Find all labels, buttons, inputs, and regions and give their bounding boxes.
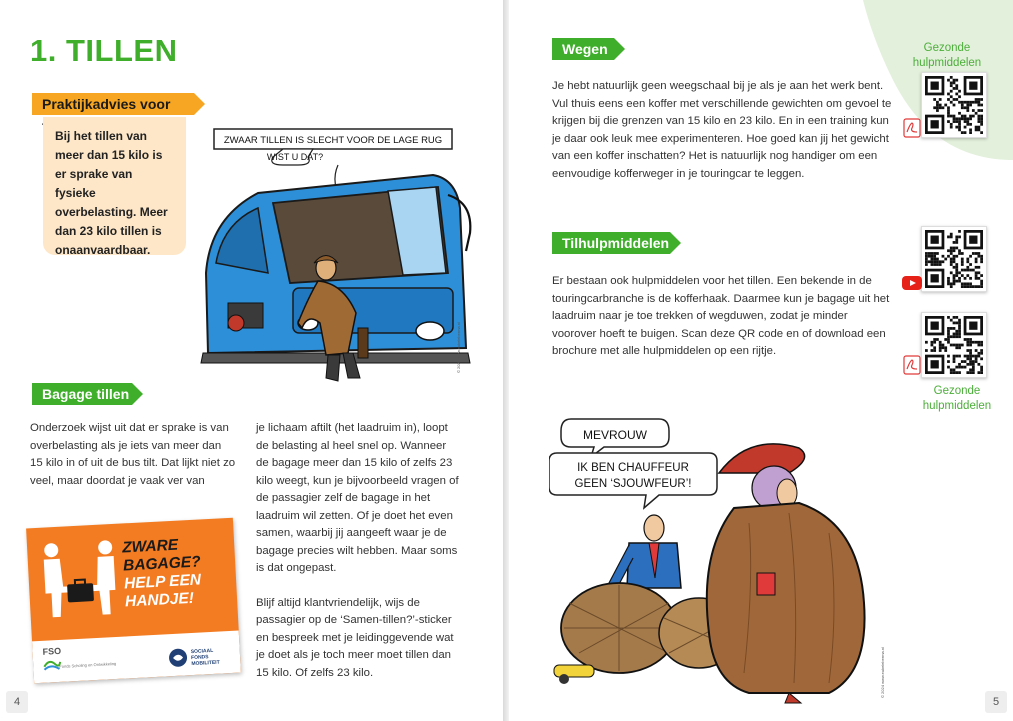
- sticker-fso-sub: Fonds Scholing en Ontwikkeling: [59, 660, 117, 669]
- baggage-paragraph-1: Onderzoek wijst uit dat er sprake is van overbelasting als je iets van meer dan 15 kilo in of uit de bus tilt. Dat lijkt niet zo veel, maar doordat je vaak ver van: [30, 422, 236, 487]
- side-label-bottom: Gezonde hulpmiddelen: [922, 385, 992, 412]
- baggage-paragraph-3: Blijf altijd klantvriendelijk, wijs de passagier op de ‘Samen-tillen?’-sticker en bespreek met je leidinggevende wat je doet als je toch meer moet tillen dan 15 kilo. Of zelfs 23 kilo.: [256, 596, 454, 679]
- baggage-tag: Bagage tillen: [32, 383, 132, 405]
- page-number-left: 4: [6, 691, 28, 713]
- cartoon-caption-1: ZWAAR TILLEN IS SLECHT VOOR DE LAGE RUG: [223, 135, 443, 146]
- baggage-paragraph-2: je lichaam aftilt (het laadruim in), loopt de belasting al heel snel op. Wanneer de bagage meer dan 15 kilo of zelfs 23 kilo weegt, kun je bijvoorbeeld vragen of de passagier zelf de bagage in het laadruim wil zetten. Of je doet het even samen, waarbij jij aangeeft waar je de bagage precies wilt hebben. Maar soms is dat ongepast.: [256, 422, 459, 574]
- two-people-carrying-icon: [37, 538, 123, 620]
- baggage-column-1: [30, 420, 236, 490]
- advice-box: [43, 117, 186, 255]
- bubble-2-text-2: GEEN ‘SJOUWFEUR’!: [574, 478, 692, 490]
- help-sticker: [26, 518, 241, 684]
- bubble-2-text-1: IK BEN CHAUFFEUR: [577, 462, 689, 474]
- qr-code-2[interactable]: [921, 226, 987, 292]
- cartoon-caption-2: WIST U DAT?: [266, 152, 324, 162]
- sticker-sfm: SOCIAAL FONDS MOBILITEIT: [190, 647, 220, 668]
- pdf-icon[interactable]: [902, 118, 922, 138]
- cartoon-copyright-2: © 2024 www.eukeleberma.nl: [880, 647, 885, 698]
- page-number-right: 5: [985, 691, 1007, 713]
- right-page: [509, 0, 1013, 721]
- aids-tag: Tilhulpmiddelen: [552, 232, 670, 254]
- bubble-1-text: MEVROUW: [583, 428, 647, 442]
- sticker-headline: ZWARE BAGAGE? HELP EEN HANDJE!: [121, 536, 202, 611]
- sticker-fso: FSO: [42, 645, 62, 657]
- weighing-tag: Wegen: [552, 38, 614, 60]
- left-page: [0, 0, 503, 721]
- qr-code-3[interactable]: [921, 312, 987, 378]
- baggage-column-2: [256, 420, 461, 682]
- weighing-text: Je hebt natuurlijk geen weegschaal bij je als je aan het werk bent. Vul thuis eens een koffer met verschillende gewichten om gevoel te krijgen bij die grenzen van 15 kilo en 23 kilo. En in een training kun je daar ook leuk mee experimenteren. Hoe goed kan jij het gewicht van een koffer inschatten? Het is natuurlijk nog handiger om een eenvoudige kofferweger in je touringcar te leggen.: [552, 80, 892, 180]
- pdf-icon-2[interactable]: [902, 355, 922, 375]
- sfm-logo-icon: [168, 647, 189, 668]
- qr-code-1[interactable]: [921, 72, 987, 138]
- side-label-top: Gezonde hulpmiddelen: [912, 42, 982, 69]
- bus-cartoon: [198, 123, 480, 385]
- cartoon-copyright: © 2024 www.eukeleberma.nl: [456, 322, 461, 373]
- chauffeur-cartoon: [549, 413, 899, 705]
- page-title: 1. TILLEN: [30, 33, 178, 68]
- youtube-icon[interactable]: [901, 272, 923, 294]
- advice-tag: Praktijkadvies voor: [32, 93, 194, 115]
- advice-text: Bij het tillen van meer dan 15 kilo is er sprake van fysieke overbelasting. Meer dan 23 kilo tillen is onaanvaardbaar.: [55, 129, 168, 257]
- aids-text: Er bestaan ook hulpmiddelen voor het tillen. Een bekende in de touringcarbranche is de kofferhaak. Daarmee kun je bagage uit het laadruim naar je toe trekken of wegduwen, zodat je minder voorover hoeft te buigen. Scan deze QR code en of download een brochure met alle hulpmiddelen op een rijtje.: [552, 275, 890, 357]
